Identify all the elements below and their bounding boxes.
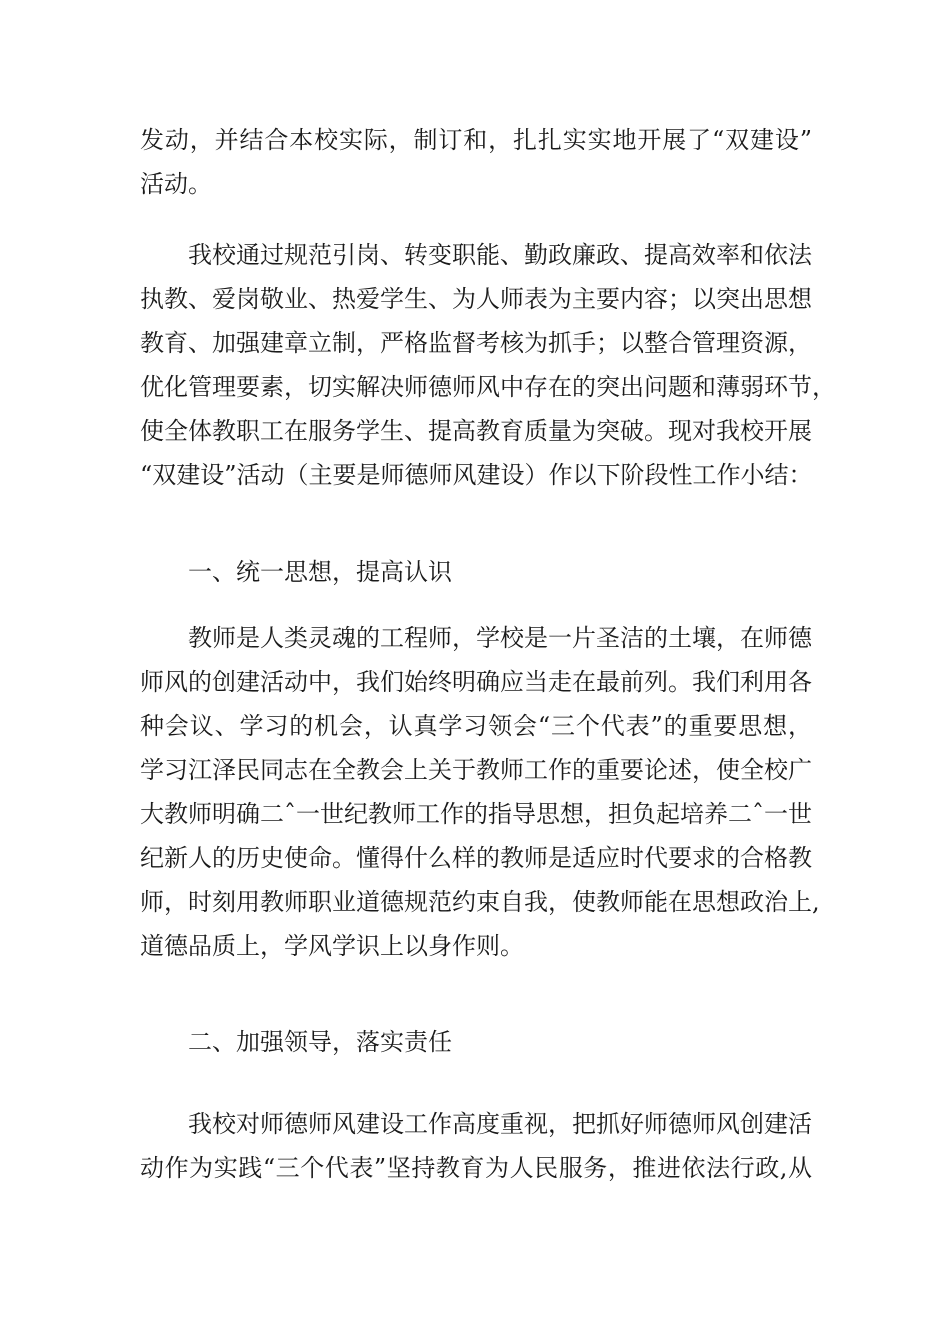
paragraph-continuation xyxy=(140,118,812,206)
section-heading: 二、加强领导，落实责任 xyxy=(188,1028,452,1056)
text-line: 师风的创建活动中，我们始终明确应当走在最前列。我们利用各 xyxy=(140,668,812,696)
text-line: 学习江泽民同志在全教会上关于教师工作的重要论述，使全校广 xyxy=(140,756,812,784)
text-line: 执教、爱岗敬业、热爱学生、为人师表为主要内容；以突出思想 xyxy=(140,285,812,313)
text-line: 我校对师德师风建设工作高度重视，把抓好师德师风创建活 xyxy=(188,1110,812,1138)
section-heading: 一、统一思想，提高认识 xyxy=(188,558,452,586)
text-line: 种会议、学习的机会，认真学习领会“三个代表”的重要思想， xyxy=(140,712,812,740)
text-line: 我校通过规范引岗、转变职能、勤政廉政、提高效率和依法 xyxy=(188,241,812,269)
text-line: 动作为实践“三个代表”坚持教育为人民服务，推进依法行政,从 xyxy=(140,1154,812,1182)
text-line: 使全体教职工在服务学生、提高教育质量为突破。现对我校开展 xyxy=(140,417,812,445)
paragraph-section-2 xyxy=(140,1102,812,1190)
text-line: 师，时刻用教师职业道德规范约束自我，使教师能在思想政治上, xyxy=(140,888,820,916)
text-line: 优化管理要素，切实解决师德师风中存在的突出问题和薄弱环节， xyxy=(140,373,836,401)
text-line: 活动。 xyxy=(140,170,212,198)
paragraph-section-1 xyxy=(140,616,820,968)
section-heading-2 xyxy=(140,1020,812,1064)
text-line: 道德品质上，学风学识上以身作则。 xyxy=(140,932,524,960)
text-line: 发动，并结合本校实际，制订和，扎扎实实地开展了“双建设” xyxy=(140,126,812,154)
text-line: “双建设”活动（主要是师德师风建设）作以下阶段性工作小结： xyxy=(140,461,813,489)
section-heading-1 xyxy=(140,550,812,594)
text-line: 大教师明确二ˆ一世纪教师工作的指导思想，担负起培养二ˆ一世 xyxy=(140,800,812,828)
paragraph-intro xyxy=(140,233,836,497)
text-line: 纪新人的历史使命。懂得什么样的教师是适应时代要求的合格教 xyxy=(140,844,812,872)
text-line: 教育、加强建章立制，严格监督考核为抓手；以整合管理资源， xyxy=(140,329,812,357)
text-line: 教师是人类灵魂的工程师，学校是一片圣洁的土壤，在师德 xyxy=(188,624,812,652)
